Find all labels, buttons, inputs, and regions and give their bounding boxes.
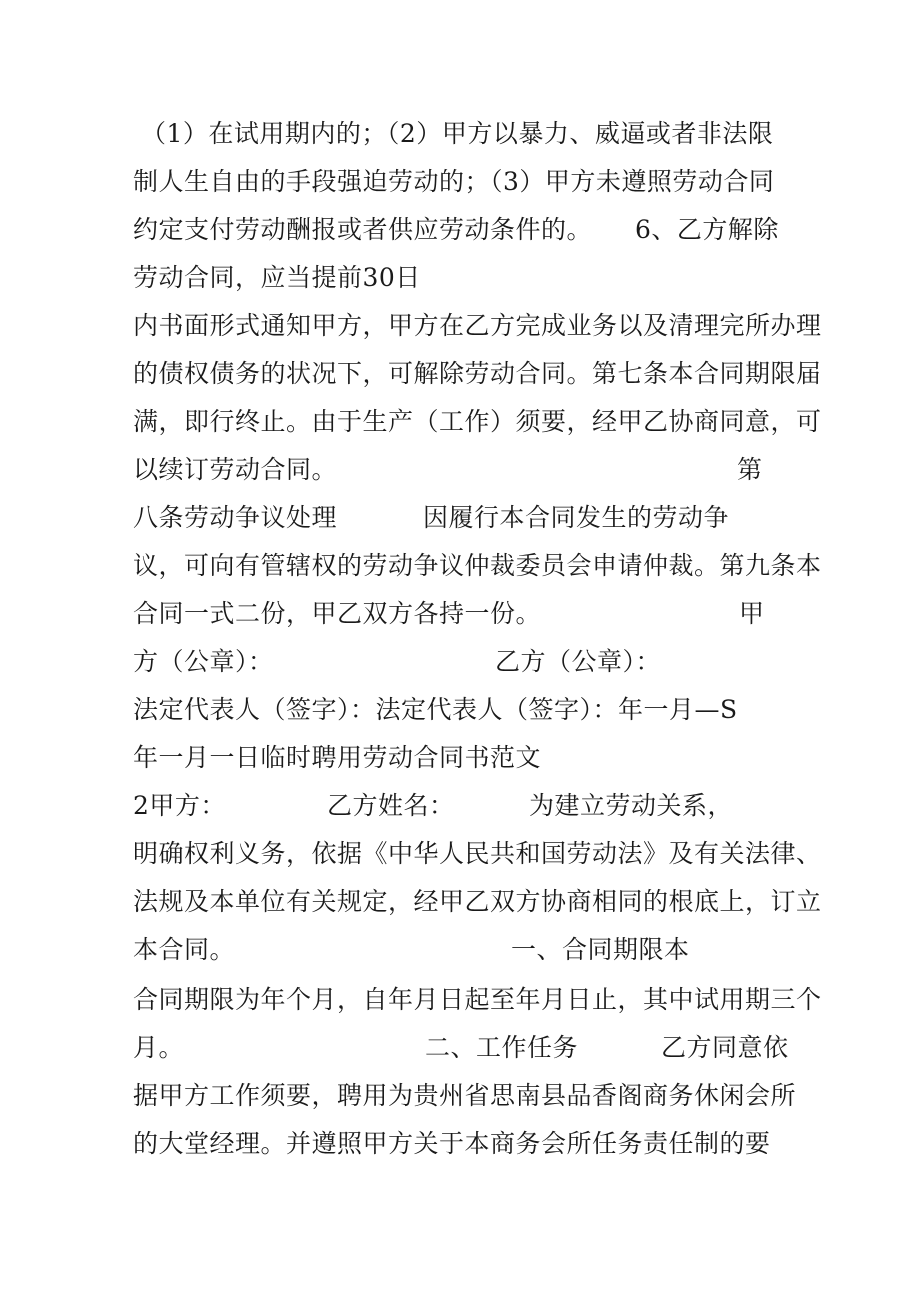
text-line-14: [133, 738, 542, 778]
text-segment: （1）在试用期内的；（2）甲方以暴力、威逼或者非法限: [141, 119, 774, 148]
text-segment: 明确权利义务，依据《中华人民共和国劳动法》及有关法律、: [133, 839, 822, 868]
text-line-16: [133, 834, 822, 874]
text-segment: 甲: [739, 599, 765, 628]
text-line-13: [133, 690, 738, 730]
text-segment: 2甲方：: [133, 791, 226, 820]
text-segment: 月。: [133, 1033, 185, 1062]
text-segment: 议，可向有管辖权的劳动争议仲裁委员会申请仲裁。第九条本: [133, 551, 822, 580]
text-line-9: [133, 498, 730, 538]
text-segment: 乙方同意依: [661, 1033, 789, 1062]
text-segment: 的大堂经理。并遵照甲方关于本商务会所任务责任制的要: [133, 1129, 771, 1158]
text-segment: 约定支付劳动酬报或者供应劳动条件的。: [133, 215, 593, 244]
text-segment: 满，即行终止。由于生产（工作）须要，经甲乙协商同意，可: [133, 407, 822, 436]
text-segment: 合同一式二份，甲乙双方各持一份。: [133, 599, 542, 628]
text-segment: 制人生自由的手段强迫劳动的；（3）甲方未遵照劳动合同: [133, 167, 775, 196]
text-line-19: [133, 980, 822, 1020]
text-segment: 八条劳动争议处理: [133, 503, 338, 532]
text-line-15: [133, 786, 734, 826]
text-segment: 方（公章）：: [133, 647, 274, 676]
text-line-7: [133, 402, 822, 442]
text-segment: 以续订劳动合同。: [133, 455, 338, 484]
text-line-3: [133, 210, 779, 250]
text-segment: 乙方姓名：: [327, 791, 455, 820]
text-segment: 内书面形式通知甲方，甲方在乙方完成业务以及清理完所办理: [133, 311, 822, 340]
text-line-11: [133, 594, 765, 634]
text-line-1: [133, 114, 774, 154]
text-line-21: [133, 1076, 797, 1116]
text-line-20: [133, 1028, 789, 1068]
text-segment: 法规及本单位有关规定，经甲乙双方协商相同的根底上，订立: [133, 887, 822, 916]
text-segment: 法定代表人（签字）：法定代表人（签字）：年一月—S: [133, 695, 738, 724]
text-segment: 合同期限为年个月，自年月日起至年月日止，其中试用期三个: [133, 985, 822, 1014]
text-segment: 二、工作任务: [425, 1033, 579, 1062]
text-segment: 乙方（公章）：: [495, 647, 662, 676]
text-line-10: [133, 546, 822, 586]
text-line-5: [133, 306, 822, 346]
text-line-6: [133, 354, 822, 394]
text-segment: 劳动合同，应当提前30日: [133, 263, 421, 292]
text-segment: 为建立劳动关系，: [529, 791, 734, 820]
text-line-17: [133, 882, 822, 922]
text-segment: 年一月一日临时聘用劳动合同书范文: [133, 743, 542, 772]
text-line-4: [133, 258, 421, 298]
text-segment: 6、乙方解除: [635, 215, 779, 244]
text-line-18: [133, 930, 690, 970]
text-line-8: [133, 450, 763, 490]
text-segment: 本合同。: [133, 935, 236, 964]
text-segment: 因履行本合同发生的劳动争: [423, 503, 730, 532]
text-line-22: [133, 1124, 771, 1164]
text-segment: 一、合同期限本: [511, 935, 690, 964]
text-line-12: [133, 642, 662, 682]
text-segment: 据甲方工作须要，聘用为贵州省思南县品香阁商务休闲会所: [133, 1081, 797, 1110]
text-segment: 第: [737, 455, 763, 484]
text-line-2: [133, 162, 775, 202]
text-segment: 的债权债务的状况下，可解除劳动合同。第七条本合同期限届: [133, 359, 822, 388]
